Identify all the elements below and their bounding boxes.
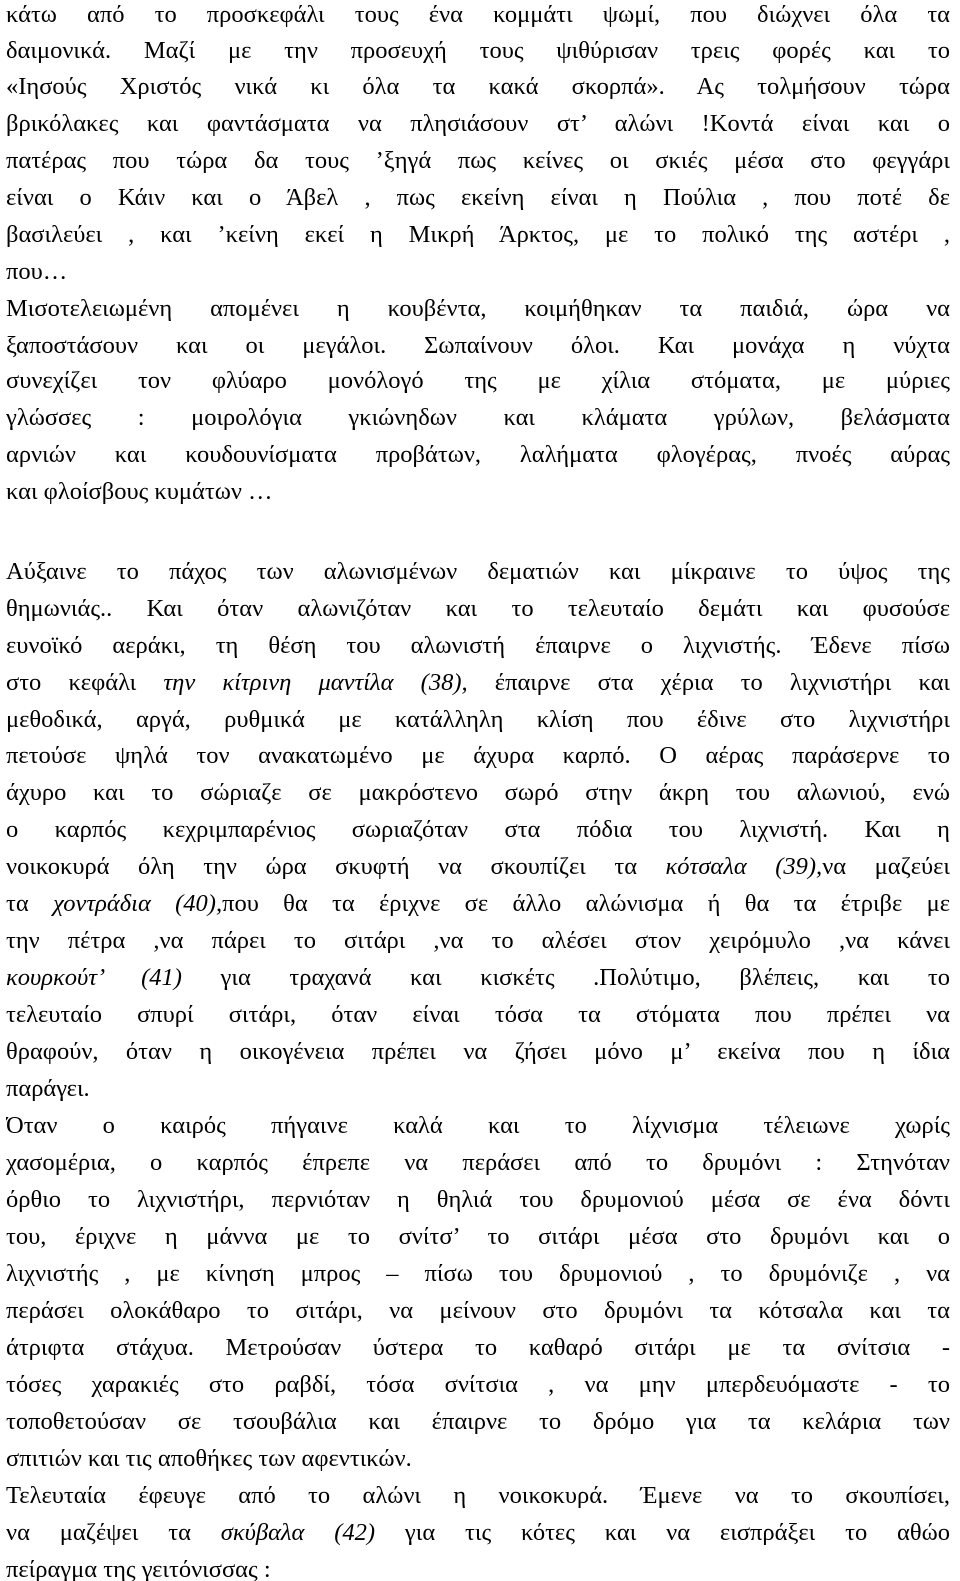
text-run: άχυρο και το σώριαζε σε μακρόστενο σωρό στην άκρη του αλωνιού, ενώ	[6, 779, 950, 806]
text-run: συνεχίζει τον φλύαρο μονόλογό της με χίλια στόματα, με μύριες	[6, 367, 950, 394]
text-run: βασιλεύει , και ’κείνη εκεί η Μικρή Άρκτος, με το πολικό της αστέρι ,	[6, 221, 950, 248]
text-run: Αύξαινε το πάχος των αλωνισμένων δεματιών και μίκραινε το ύψος της	[6, 558, 950, 585]
text-line	[6, 109, 950, 139]
text-run: Μισοτελειωμένη απομένει η κουβέντα, κοιμήθηκαν τα παιδιά, ώρα να	[6, 295, 950, 322]
text-line	[6, 1259, 950, 1289]
text-line	[6, 1222, 950, 1252]
text-line	[6, 1111, 950, 1141]
text-run: να μαζεύει	[822, 853, 950, 880]
text-run: Όταν ο καιρός πήγαινε καλά και το λίχνισμα τέλειωνε χωρίς	[6, 1112, 950, 1139]
text-run: για τραχανά και κισκέτς .Πολύτιμο, βλέπεις, και το	[181, 964, 950, 991]
text-line	[6, 1074, 950, 1104]
text-run: και φλοίσβους κυμάτων …	[6, 478, 273, 505]
text-run: γλώσσες : μοιρολόγια γκιώνηδων και κλάματα γρύλων, βελάσματα	[6, 404, 950, 431]
text-line	[6, 220, 950, 250]
text-run: να μαζέψει τα	[6, 1519, 221, 1546]
text-line	[6, 1370, 950, 1400]
text-run: θημωνιάς.. Και όταν αλωνιζόταν και το τελευταίο δεμάτι και φυσούσε	[6, 595, 950, 622]
text-run: του, έριχνε η μάννα με το σνίτσ’ το σιτάρι μέσα στο δρυμόνι και ο	[6, 1223, 950, 1250]
italic-text-run: χοντράδια (40),	[53, 890, 223, 917]
text-line	[6, 1037, 950, 1067]
text-run: τόσες χαρακιές στο ραβδί, τόσα σνίτσια , να μην μπερδευόμαστε - το	[6, 1371, 950, 1398]
text-run: πατέρας που τώρα δα τους ’ξηγά πως κείνες οι σκιές μέσα στο φεγγάρι	[6, 147, 950, 174]
text-line	[6, 815, 950, 845]
text-run: βρικόλακες και φαντάσματα να πλησιάσουν στ’ αλώνι !Κοντά είναι και ο	[6, 110, 950, 137]
text-line	[6, 1000, 950, 1030]
text-line	[6, 294, 950, 324]
italic-text-run: κότσαλα (39),	[665, 853, 823, 880]
text-line	[6, 963, 950, 993]
text-line	[6, 852, 950, 882]
text-run: που…	[6, 258, 68, 285]
text-line	[6, 366, 950, 396]
text-line	[6, 594, 950, 624]
text-run: σπιτιών και τις αποθήκες των αφεντικών.	[6, 1445, 412, 1472]
text-line	[6, 1444, 950, 1474]
text-line	[6, 668, 950, 698]
text-run: στο κεφάλι	[6, 669, 164, 696]
text-run: παράγει.	[6, 1075, 90, 1102]
text-line	[6, 477, 950, 507]
text-run: τα	[6, 890, 53, 917]
text-run: «Ιησούς Χριστός νικά κι όλα τα κακά σκορπά». Ας τολμήσουν τώρα	[6, 73, 950, 100]
text-line	[6, 1481, 950, 1511]
text-line	[6, 889, 950, 919]
text-run: άτριφτα στάχυα. Μετρούσαν ύστερα το καθαρό σιτάρι με τα σνίτσια -	[6, 1334, 950, 1361]
text-line	[6, 1185, 950, 1215]
text-run: Τελευταία έφευγε από το αλώνι η νοικοκυρά. Έμενε να το σκουπίσει,	[6, 1482, 950, 1509]
text-run: πετούσε ψηλά τον ανακατωμένο με άχυρα καρπό. Ο αέρας παράσερνε το	[6, 742, 950, 769]
text-run: χασομέρια, ο καρπός έπρεπε να περάσει από το δρυμόνι : Στηνόταν	[6, 1149, 950, 1176]
text-line	[6, 705, 950, 735]
text-run: ξαποστάσουν και οι μεγάλοι. Σωπαίνουν όλοι. Και μονάχα η νύχτα	[6, 332, 950, 359]
text-run: που θα τα έριχνε σε άλλο αλώνισμα ή θα τα έτριβε με	[222, 890, 950, 917]
text-line	[6, 631, 950, 661]
text-line	[6, 257, 950, 287]
text-line	[6, 72, 950, 102]
italic-text-run: σκύβαλα (42)	[220, 1519, 376, 1546]
text-line	[6, 331, 950, 361]
text-run: είναι ο Κάιν και ο Άβελ , πως εκείνη είναι η Πούλια , που ποτέ δε	[6, 184, 950, 211]
text-line	[6, 1407, 950, 1437]
text-run: λιχνιστής , με κίνηση μπρος – πίσω του δρυμονιού , το δρυμόνιζε , να	[6, 1260, 950, 1287]
text-line	[6, 1333, 950, 1363]
italic-text-run: κουρκούτ’ (41)	[6, 964, 182, 991]
text-line	[6, 1148, 950, 1178]
text-line	[6, 146, 950, 176]
text-run: δαιμονικά. Μαζί με την προσευχή τους ψιθύρισαν τρεις φορές και το	[6, 37, 950, 64]
text-run: περάσει ολοκάθαρο το σιτάρι, να μείνουν στο δρυμόνι τα κότσαλα και τα	[6, 1297, 950, 1324]
text-run: για τις κότες και να εισπράξει το αθώο	[375, 1519, 950, 1546]
text-line	[6, 557, 950, 587]
text-run: νοικοκυρά όλη την ώρα σκυφτή να σκουπίζει τα	[6, 853, 666, 880]
text-line	[6, 183, 950, 213]
text-run: ο καρπός κεχριμπαρένιος σωριαζόταν στα πόδια του λιχνιστή. Και η	[6, 816, 950, 843]
text-run: έπαιρνε στα χέρια το λιχνιστήρι και	[467, 669, 950, 696]
text-line	[6, 0, 950, 30]
text-line	[6, 36, 950, 66]
text-line	[6, 1518, 950, 1548]
text-run: ευνοϊκό αεράκι, τη θέση του αλωνιστή έπαιρνε ο λιχνιστής. Έδενε πίσω	[6, 632, 950, 659]
text-line	[6, 440, 950, 470]
text-run: μεθοδικά, αργά, ρυθμικά με κατάλληλη κλίση που έδινε στο λιχνιστήρι	[6, 706, 950, 733]
text-run: όρθιο το λιχνιστήρι, περνιόταν η θηλιά του δρυμονιού μέσα σε ένα δόντι	[6, 1186, 950, 1213]
text-run: αρνιών και κουδουνίσματα προβάτων, λαλήματα φλογέρας, πνοές αύρας	[6, 441, 950, 468]
italic-text-run: την κίτρινη μαντίλα (38),	[163, 669, 468, 696]
text-line	[6, 1555, 950, 1581]
text-line	[6, 403, 950, 433]
text-line	[6, 778, 950, 808]
text-run: πείραγμα της γειτόνισσας :	[6, 1556, 271, 1581]
text-run: θραφούν, όταν η οικογένεια πρέπει να ζήσει μόνο μ’ εκείνα που η ίδια	[6, 1038, 950, 1065]
text-line	[6, 741, 950, 771]
text-line	[6, 1296, 950, 1326]
text-run: την πέτρα ,να πάρει το σιτάρι ,να το αλέσει στον χειρόμυλο ,να κάνει	[6, 927, 950, 954]
text-run: τοποθετούσαν σε τσουβάλια και έπαιρνε το δρόμο για τα κελάρια των	[6, 1408, 950, 1435]
text-run: τελευταίο σπυρί σιτάρι, όταν είναι τόσα τα στόματα που πρέπει να	[6, 1001, 950, 1028]
text-run: κάτω από το προσκεφάλι τους ένα κομμάτι ψωμί, που διώχνει όλα τα	[6, 1, 950, 28]
text-line	[6, 926, 950, 956]
